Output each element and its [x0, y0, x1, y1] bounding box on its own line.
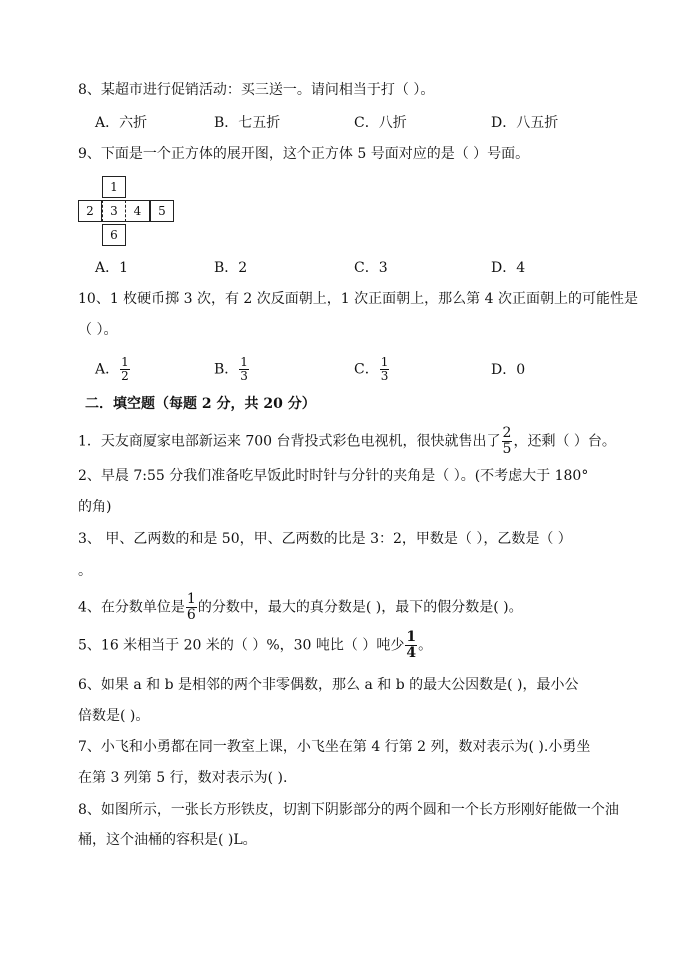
- q9-options: [0, 258, 688, 278]
- fill-q1: [78, 426, 616, 457]
- q10-text-line1: 10、1 枚硬币掷 3 次，有 2 次反面朝上，1 次正面朝上，那么第 4 次正面朝上的可能性是: [78, 291, 638, 307]
- fill-q5-text: 5、16 米相当于 20 米的（ ）%，30 吨比（ ）吨少: [78, 637, 405, 654]
- q8-option-c: C．八折: [354, 115, 407, 131]
- fill-q2-line2: 的角): [78, 499, 112, 515]
- q8-option-a: A．六折: [95, 115, 148, 131]
- q8-text: 8、某超市进行促销活动：买三送一。请问相当于打（ ）。: [78, 82, 435, 98]
- fraction-numerator: 1: [121, 355, 129, 369]
- q9-option-b: B．2: [214, 260, 248, 276]
- fraction-denominator: 3: [380, 369, 389, 383]
- fill-q1-text-end: ，还剩（ ）台。: [513, 433, 616, 450]
- q9-option-c: C．3: [354, 260, 388, 276]
- fill-q1-text: 1．天友商厦家电部新运来 700 台背投式彩色电视机，很快就售出了: [78, 433, 501, 450]
- fill-q4: [78, 592, 523, 623]
- q10-option-c-label: C．: [354, 361, 379, 378]
- fraction-numerator: 1: [186, 591, 196, 607]
- q9-option-d: D．4: [491, 260, 526, 276]
- q10-option-a-label: A．: [95, 361, 120, 378]
- q9-option-a: A．1: [95, 260, 129, 276]
- q10-option-b-label: B．: [214, 361, 239, 378]
- q9-text: 9、下面是一个正方体的展开图，这个正方体 5 号面对应的是（ ）号面。: [78, 146, 530, 162]
- q10-option-a: [95, 356, 131, 383]
- fraction-denominator: 3: [240, 369, 248, 383]
- fill-q6-line2: 倍数是( )。: [78, 708, 150, 724]
- fill-q7-line1: 7、小飞和小勇都在同一教室上课，小飞坐在第 4 行第 2 列，数对表示为( ).小勇坐: [78, 739, 591, 755]
- net-face-left: 2: [78, 200, 102, 222]
- net-face-right2: 5: [150, 200, 174, 222]
- q8-options: [0, 113, 688, 133]
- fraction: [502, 426, 513, 457]
- section-title: 二．填空题（每题 2 分，共 20 分）: [85, 396, 316, 412]
- fraction: [186, 592, 197, 623]
- fraction-denominator: 4: [406, 645, 417, 661]
- fraction-denominator: 6: [186, 607, 196, 623]
- fill-q2-line1: 2、早晨 7:55 分我们准备吃早饭此时时针与分针的夹角是（ ）。(不考虑大于 180°: [78, 468, 589, 484]
- net-face-right1: 4: [126, 200, 150, 222]
- fraction: [405, 630, 417, 661]
- fill-q5-text-end: 。: [418, 637, 433, 654]
- fill-q4-text-end: 的分数中，最大的真分数是( )，最下的假分数是( )。: [197, 599, 523, 616]
- fill-q8-line2: 桶，这个油桶的容积是( )L。: [78, 832, 257, 848]
- fraction: [239, 356, 249, 383]
- cube-net-diagram: [78, 174, 178, 248]
- fraction: [380, 356, 390, 383]
- q10-options: [0, 356, 688, 384]
- fraction: [120, 356, 130, 383]
- net-face-top: 1: [102, 176, 126, 198]
- q10-option-d: D．0: [491, 362, 526, 378]
- fill-q4-text: 4、在分数单位是: [78, 599, 185, 616]
- q10-option-c: [354, 356, 390, 383]
- fraction-denominator: 2: [121, 369, 129, 383]
- net-face-center: 3: [102, 200, 126, 222]
- q8-option-b: B．七五折: [214, 115, 281, 131]
- q10-text-line2: （ ）。: [78, 322, 118, 338]
- fraction-denominator: 5: [502, 441, 512, 457]
- fill-q3-line2: 。: [78, 563, 92, 579]
- q10-option-b: [214, 356, 250, 383]
- fill-q3-line1: 3、 甲、乙两数的和是 50，甲、乙两数的比是 3：2，甲数是（ ），乙数是（ ）: [78, 531, 572, 547]
- fraction-numerator: 2: [502, 425, 512, 441]
- fraction-numerator: 1: [240, 355, 248, 369]
- q8-option-d: D．八五折: [491, 115, 559, 131]
- fraction-numerator: 1: [380, 355, 389, 369]
- fill-q5: [78, 630, 432, 661]
- net-face-bottom: 6: [102, 224, 126, 246]
- fill-q7-line2: 在第 3 列第 5 行，数对表示为( ).: [78, 770, 288, 786]
- fill-q8-line1: 8、如图所示，一张长方形铁皮，切割下阴影部分的两个圆和一个长方形刚好能做一个油: [78, 802, 619, 818]
- fraction-numerator: 1: [406, 629, 417, 645]
- fill-q6-line1: 6、如果 a 和 b 是相邻的两个非零偶数，那么 a 和 b 的最大公因数是( )，最小公: [78, 677, 579, 693]
